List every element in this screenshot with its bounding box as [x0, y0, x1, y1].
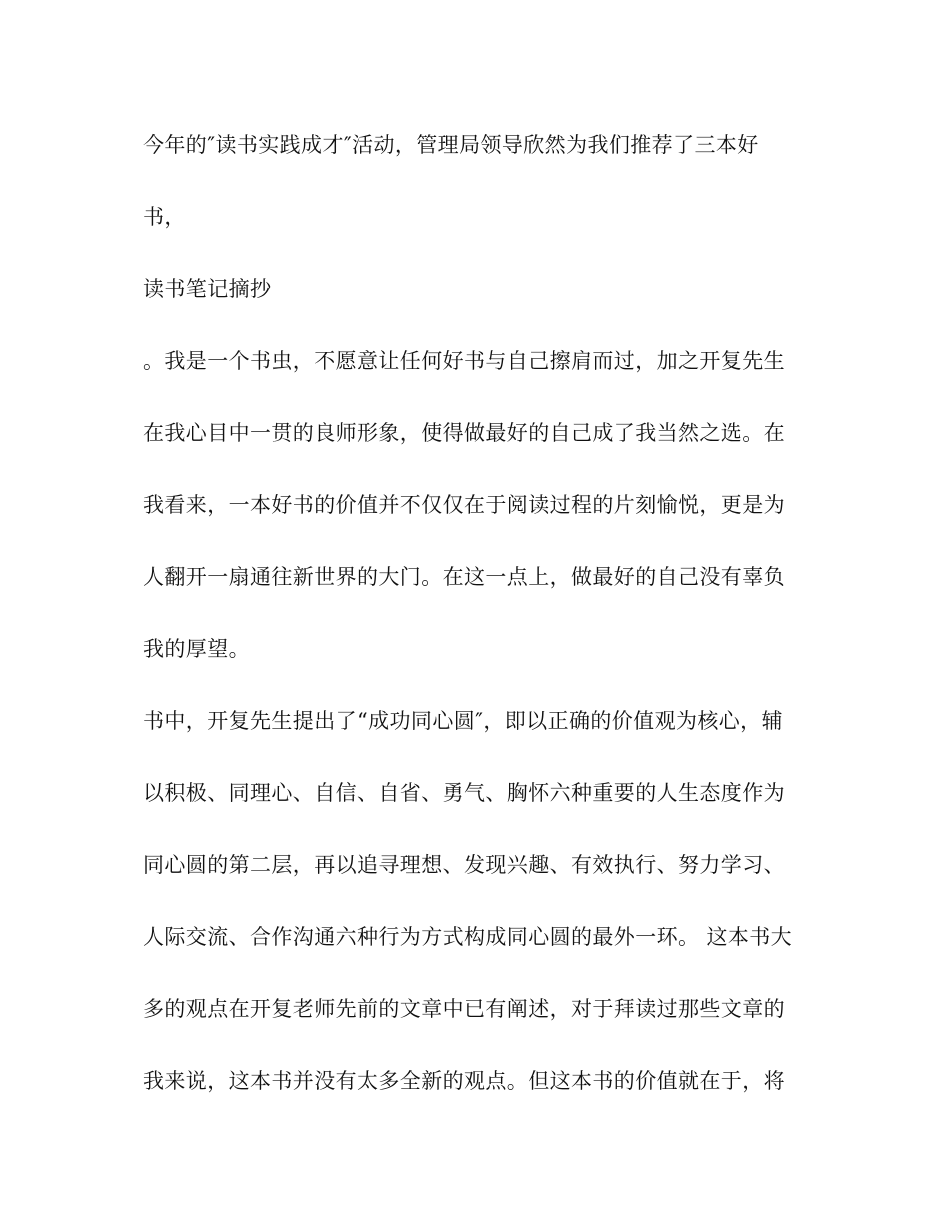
text-line: 。我是一个书虫，不愿意让任何好书与自己擦肩而过，加之开复先生: [143, 349, 785, 373]
text-line: 我看来，一本好书的价值并不仅仅在于阅读过程的片刻愉悦，更是为: [143, 493, 785, 517]
text-line: 多的观点在开复老师先前的文章中已有阐述，对于拜读过那些文章的: [143, 997, 785, 1021]
text-line: 我的厚望。: [143, 637, 250, 661]
section-heading: 读书笔记摘抄: [143, 277, 272, 301]
text-line: 在我心目中一贯的良师形象，使得做最好的自己成了我当然之选。在: [143, 421, 785, 445]
text-line: 今年的″读书实践成才″活动，管理局领导欣然为我们推荐了三本好: [143, 133, 759, 157]
text-line: 人翻开一扇通往新世界的大门。在这一点上，做最好的自己没有辜负: [143, 565, 785, 589]
text-line: 以积极、同理心、自信、自省、勇气、胸怀六种重要的人生态度作为: [143, 781, 785, 805]
text-line: 我来说，这本书并没有太多全新的观点。但这本书的价值就在于，将: [143, 1069, 785, 1093]
text-line: 书，: [143, 205, 186, 229]
text-line: 人际交流、合作沟通六种行为方式构成同心圆的最外一环。 这本书大: [143, 925, 793, 949]
text-line: 同心圆的第二层，再以追寻理想、发现兴趣、有效执行、努力学习、: [143, 853, 785, 877]
text-line: 书中，开复先生提出了“成功同心圆″，即以正确的价值观为核心，辅: [143, 709, 783, 733]
